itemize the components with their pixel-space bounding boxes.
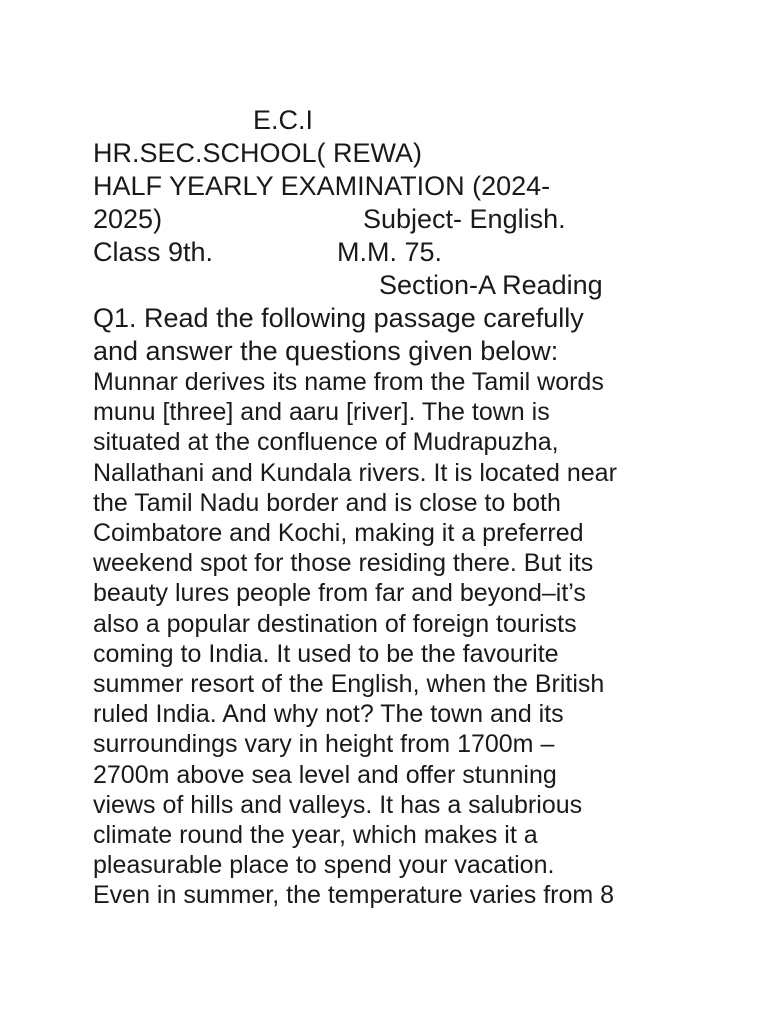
passage-line: Coimbatore and Kochi, making it a preferred — [93, 519, 584, 548]
question-instruction — [93, 302, 683, 367]
question-line-2: and answer the questions given below: — [93, 335, 559, 366]
passage-line: also a popular destination of foreign tourists — [93, 609, 577, 638]
exam-year-end: 2025) — [93, 204, 163, 234]
passage-line: weekend spot for those residing there. But its — [93, 549, 594, 578]
passage-line: situated at the confluence of Mudrapuzha, — [93, 428, 559, 457]
school-short-name: E.C.I — [253, 105, 314, 135]
max-marks-label: M.M. 75. — [337, 237, 443, 267]
school-full-name: HR.SEC.SCHOOL( REWA) — [93, 138, 423, 168]
class-label: Class 9th. — [93, 237, 214, 267]
reading-passage — [93, 367, 693, 911]
passage-line: 2700m above sea level and offer stunning — [93, 760, 557, 789]
passage-line: munu [three] and aaru [river]. The town is — [93, 398, 550, 427]
passage-line: beauty lures people from far and beyond–it’s — [93, 579, 586, 608]
section-heading: Section-A Reading — [379, 270, 603, 300]
passage-line: pleasurable place to spend your vacation. — [93, 851, 555, 880]
passage-line: Munnar derives its name from the Tamil words — [93, 368, 604, 396]
exam-title: HALF YEARLY EXAMINATION (2024- — [93, 171, 551, 201]
question-line-1: Q1. Read the following passage carefully — [93, 303, 584, 333]
passage-line: ruled India. And why not? The town and its — [93, 700, 564, 729]
subject-label: Subject- English. — [363, 204, 566, 234]
passage-line: surroundings vary in height from 1700m – — [93, 730, 555, 759]
passage-line: Nallathani and Kundala rivers. It is located near — [93, 458, 617, 487]
passage-line: climate round the year, which makes it a — [93, 821, 538, 850]
passage-line: the Tamil Nadu border and is close to both — [93, 488, 561, 517]
passage-line: coming to India. It used to be the favourite — [93, 639, 559, 668]
passage-line: summer resort of the English, when the British — [93, 670, 605, 699]
passage-line: views of hills and valleys. It has a salubrious — [93, 790, 583, 819]
passage-line: Even in summer, the temperature varies from 8 — [93, 881, 615, 910]
